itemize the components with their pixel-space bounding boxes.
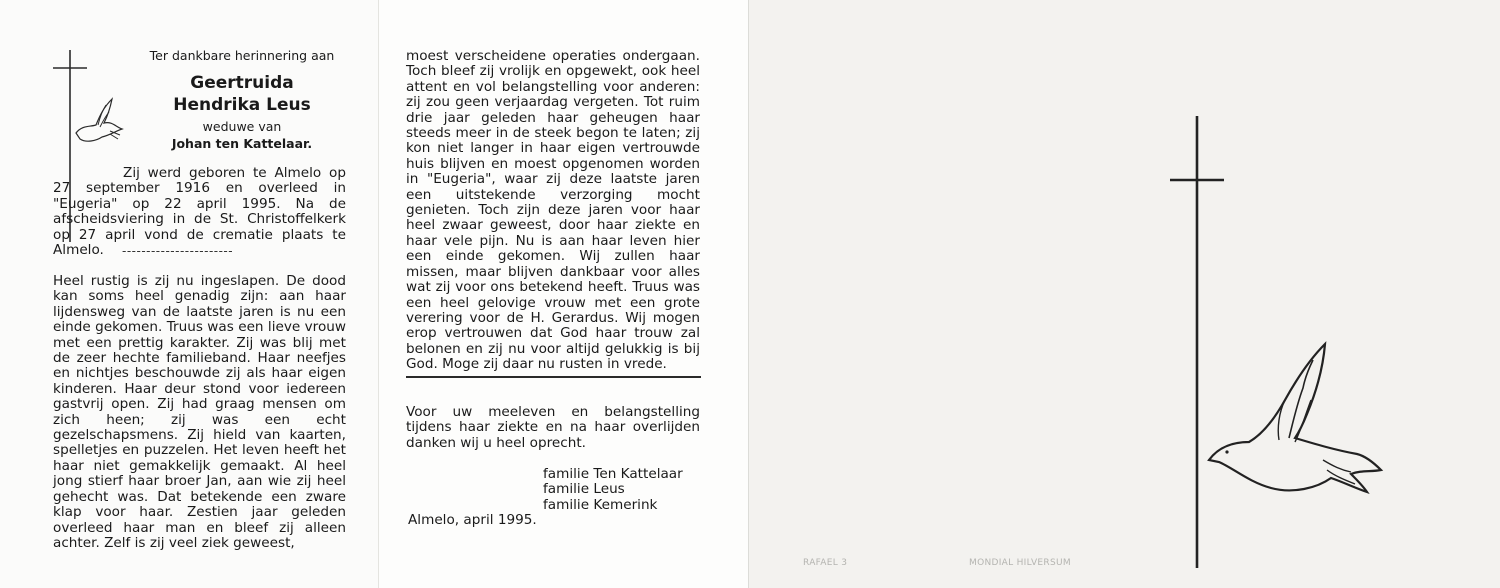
footer-code: RAFAEL 3 [803, 558, 848, 568]
name-first: Geertruida [190, 73, 294, 93]
intro-text: Ter dankbare herinnering aan [149, 48, 335, 63]
continued-text: moest verscheidene operaties ondergaan. Toch bleef zij vrolijk en opgewekt, ook heel attent en vol belangstelling voor anderen: zij zou geen verjaardag vergeten. Tot ruim drie jaar geleden haar geheugen haar steeds meer in de steek begon te laten; zij kon niet langer in haar eigen vertrouwde huis blijven en moest opgenomen worden in "Eugeria", waar zij deze laatste jaren een uitstekende verzorging mocht genieten. Toch zijn deze jaren voor haar heel zwaar geweest, door haar ziekte en haar vele pijn. Nu is aan haar leven hier een einde gekomen. Wij zullen haar missen, maar blijven dankbaar voor alles wat zij voor ons betekend heeft. Truus was een heel gelovige vrouw met een grote verering voor de H. Gerardus. Wij mogen erop vertrouwen dat God haar trouw zal belonen en zij nu voor altijd gelukkig is bij God. Moge zij daar nu rusten in vrede. [406, 48, 700, 373]
deceased-name [136, 72, 348, 116]
family-line: familie Leus [543, 481, 625, 498]
widow-of-label: weduwe van [202, 119, 282, 134]
continued-paragraph [406, 49, 700, 373]
husband-name: Johan ten Kattelaar. [171, 136, 313, 151]
family-line: familie Ten Kattelaar [543, 466, 683, 482]
name-last: Hendrika Leus [173, 95, 311, 115]
family-signatures [543, 467, 703, 513]
small-dove-icon [72, 95, 124, 147]
separator-line: ----------------------- [122, 244, 234, 258]
life-text: Heel rustig is zij nu ingeslapen. De dood kan soms heel genadig zijn: aan haar lijdensweg van de laatste jaren is nu een einde gekomen. Truus was een lieve vrouw met een prettig karakter. Zij was blij met de zeer hechte familieband. Haar neefjes en nichtjes beschouwde zij als haar eigen kinderen. Haar deur stond voor iedereen gastvrij open. Zij had graag mensen om zich heen; zij was een echt gezelschapsmens. Zij hield van kaarten, spelletjes en puzzelen. Het leven heeft het haar niet gemakkelijk gemaakt. Al heel jong stierf haar broer Jan, aan wie zij heel gehecht was. Dat betekende een zware klap voor haar. Zestien jaar geleden overleed haar man en bleef zij alleen achter. Zelf is zij veel ziek geweest, [53, 273, 346, 551]
thanks-paragraph [406, 405, 700, 451]
cover-panel [748, 0, 1500, 588]
family-line: familie Kemerink [543, 496, 658, 513]
footer-printer: MONDIAL HILVERSUM [969, 558, 1071, 568]
horizontal-rule [406, 376, 701, 378]
birth-text: Zij werd geboren te Almelo op 27 september 1916 en overleed in "Eugeria" op 22 april 1995. Na de afscheidsviering in de St. Christoffelkerk op 27 april vond de crematie plaats te Almelo. [53, 165, 346, 259]
place-date: Almelo, april 1995. [408, 512, 537, 528]
thanks-text: Voor uw meeleven en belangstelling tijdens haar ziekte en na haar overlijden danken wij u heel oprecht. [406, 404, 700, 451]
life-paragraph [53, 274, 346, 551]
large-dove-icon [1205, 338, 1385, 498]
